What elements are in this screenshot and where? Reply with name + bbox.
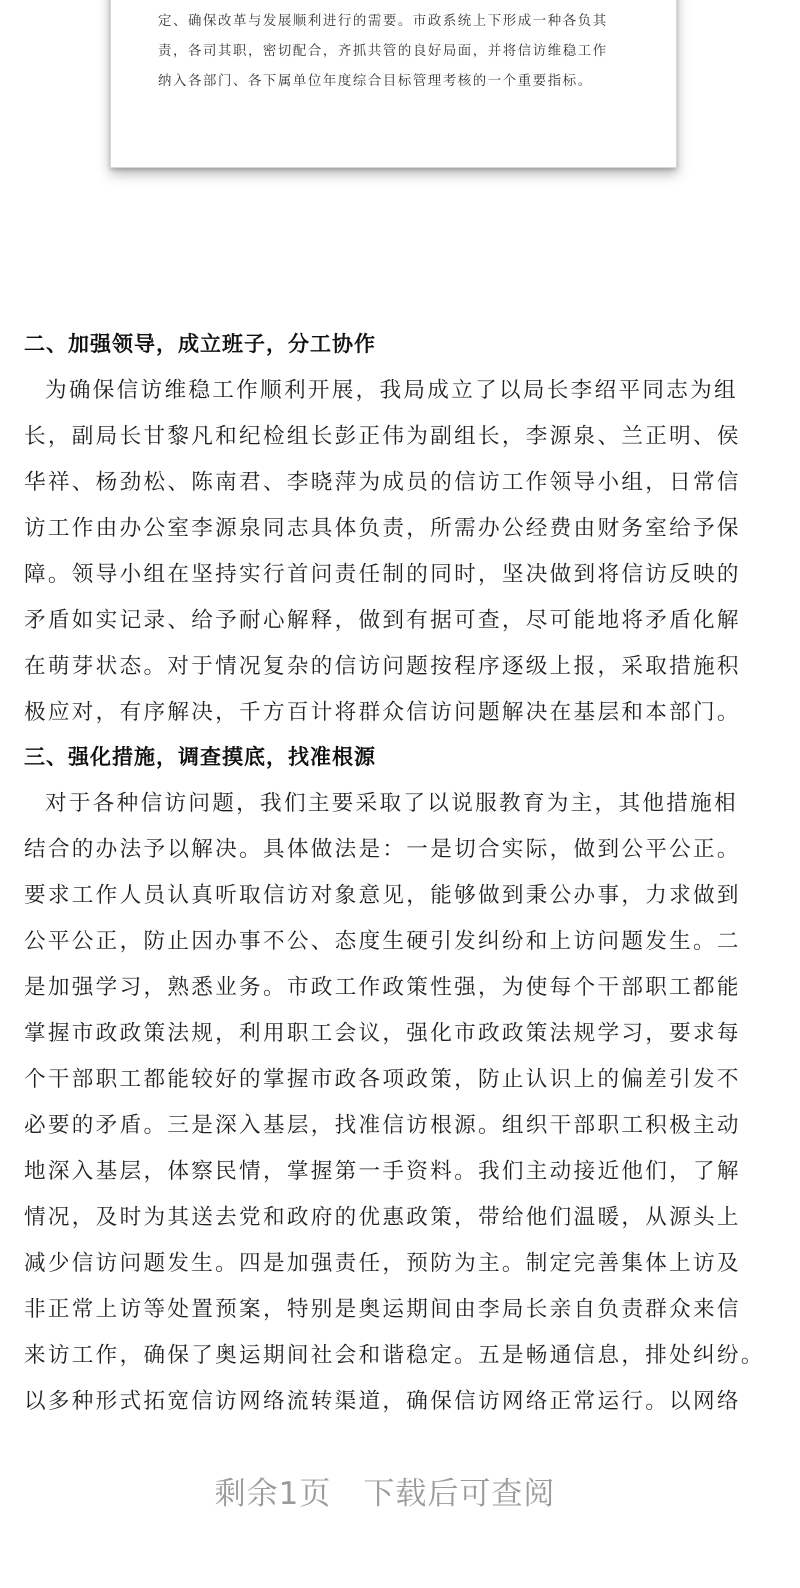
paragraph-line: 障。领导小组在坚持实行首问责任制的同时，坚决做到将信访反映的	[24, 562, 741, 587]
paragraph-line: 极应对，有序解决，千方百计将群众信访问题解决在基层和本部门。	[24, 700, 741, 725]
paragraph-line: 减少信访问题发生。四是加强责任，预防为主。制定完善集体上访及	[24, 1251, 741, 1276]
paragraph-line: 非正常上访等处置预案，特别是奥运期间由李局长亲自负责群众来信	[24, 1297, 741, 1322]
preview-line: 纳入各部门、各下属单位年度综合目标管理考核的一个重要指标。	[158, 74, 593, 89]
paragraph-line: 掌握市政政策法规，利用职工会议，强化市政政策法规学习，要求每	[24, 1021, 741, 1046]
preview-line: 定、确保改革与发展顺利进行的需要。市政系统上下形成一种各负其	[158, 14, 608, 29]
paragraph-line: 情况，及时为其送去党和政府的优惠政策，带给他们温暖，从源头上	[24, 1205, 741, 1230]
section-heading-3: 三、强化措施，调查摸底，找准根源	[24, 745, 376, 769]
paragraph-line: 长，副局长甘黎凡和纪检组长彭正伟为副组长，李源泉、兰正明、侯	[24, 424, 741, 449]
paragraph-line: 是加强学习，熟悉业务。市政工作政策性强，为使每个干部职工都能	[24, 975, 741, 1000]
remaining-pages-download-prompt[interactable]: 剩余1页 下载后可查阅	[214, 1476, 556, 1512]
paragraph-line: 访工作由办公室李源泉同志具体负责，所需办公经费由财务室给予保	[24, 516, 741, 541]
paragraph-line: 公平公正，防止因办事不公、态度生硬引发纠纷和上访问题发生。二	[24, 929, 741, 954]
paragraph-line: 对于各种信访问题，我们主要采取了以说服教育为主，其他措施相	[45, 791, 738, 816]
previous-page-preview-card	[110, 0, 677, 168]
paragraph-line: 要求工作人员认真听取信访对象意见，能够做到秉公办事，力求做到	[24, 883, 741, 908]
paragraph-line: 地深入基层，体察民情，掌握第一手资料。我们主动接近他们，了解	[24, 1159, 741, 1184]
paragraph-line: 矛盾如实记录、给予耐心解释，做到有据可查，尽可能地将矛盾化解	[24, 608, 741, 633]
paragraph-line: 个干部职工都能较好的掌握市政各项政策，防止认识上的偏差引发不	[24, 1067, 741, 1092]
paragraph-line: 华祥、杨劲松、陈南君、李晓萍为成员的信访工作领导小组，日常信	[24, 470, 741, 495]
paragraph-line: 来访工作，确保了奥运期间社会和谐稳定。五是畅通信息，排处纠纷。	[24, 1343, 765, 1368]
paragraph-line: 结合的办法予以解决。具体做法是：一是切合实际，做到公平公正。	[24, 837, 741, 862]
paragraph-line: 以多种形式拓宽信访网络流转渠道，确保信访网络正常运行。以网络	[24, 1389, 741, 1414]
paragraph-line: 为确保信访维稳工作顺利开展，我局成立了以局长李绍平同志为组	[45, 378, 738, 403]
section-heading-2: 二、加强领导，成立班子，分工协作	[24, 332, 376, 356]
paragraph-line: 必要的矛盾。三是深入基层，找准信访根源。组织干部职工积极主动	[24, 1113, 741, 1138]
preview-line: 责，各司其职，密切配合，齐抓共管的良好局面，并将信访维稳工作	[158, 44, 608, 59]
paragraph-line: 在萌芽状态。对于情况复杂的信访问题按程序逐级上报，采取措施积	[24, 654, 741, 679]
